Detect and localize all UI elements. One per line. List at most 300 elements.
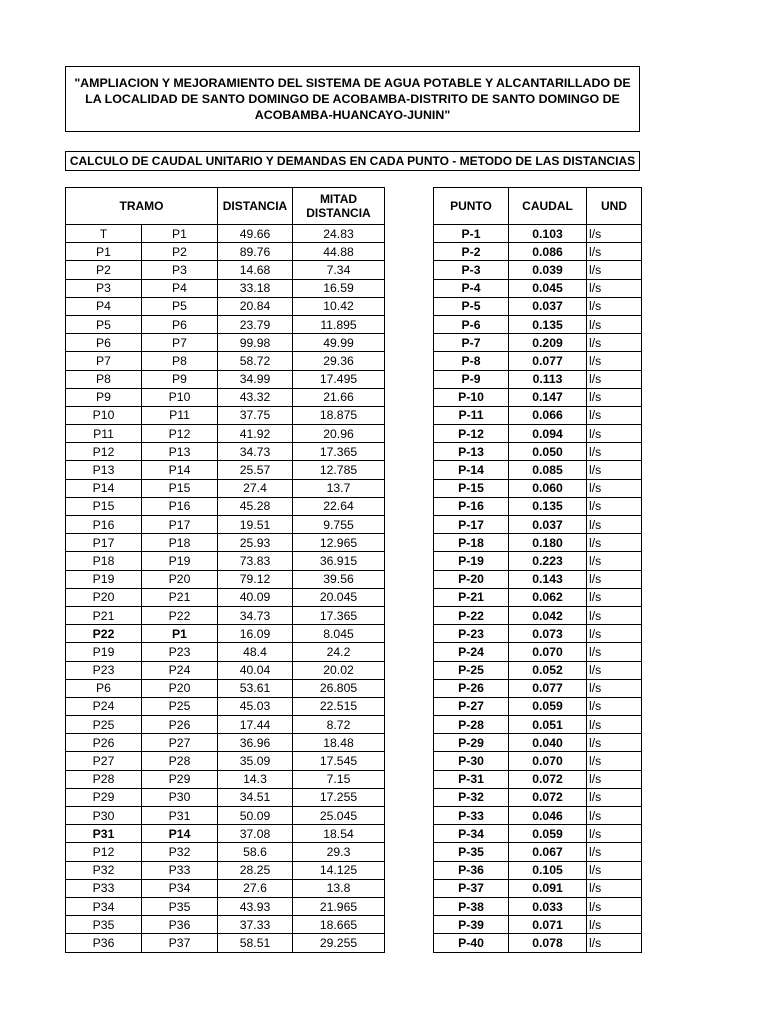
distancia-cell: 27.6 xyxy=(218,879,293,897)
punto-cell: P-1 xyxy=(434,225,509,243)
tramo-to-cell: P29 xyxy=(142,770,218,788)
und-cell: l/s xyxy=(587,279,642,297)
table-row xyxy=(434,225,642,243)
tramo-from-cell: P16 xyxy=(66,516,142,534)
und-cell: l/s xyxy=(587,807,642,825)
tramo-from-cell: P31 xyxy=(66,825,142,843)
tramo-to-cell: P36 xyxy=(142,916,218,934)
mitad-distancia-cell: 29.255 xyxy=(293,934,385,952)
punto-cell: P-20 xyxy=(434,570,509,588)
tramo-to-cell: P6 xyxy=(142,315,218,333)
table-row xyxy=(66,934,385,952)
punto-cell: P-31 xyxy=(434,770,509,788)
punto-cell: P-32 xyxy=(434,788,509,806)
distancia-cell: 58.51 xyxy=(218,934,293,952)
mitad-distancia-cell: 18.665 xyxy=(293,916,385,934)
table-row xyxy=(66,697,385,715)
und-cell: l/s xyxy=(587,461,642,479)
table-row xyxy=(434,661,642,679)
table-row xyxy=(434,315,642,333)
distancia-cell: 79.12 xyxy=(218,570,293,588)
table-row xyxy=(66,606,385,624)
tramo-to-cell: P15 xyxy=(142,479,218,497)
distancia-cell: 45.28 xyxy=(218,497,293,515)
table-row xyxy=(66,425,385,443)
mitad-distancia-cell: 36.915 xyxy=(293,552,385,570)
mitad-distancia-cell: 18.48 xyxy=(293,734,385,752)
caudal-cell: 0.143 xyxy=(509,570,587,588)
tramo-to-cell: P20 xyxy=(142,679,218,697)
tramo-to-cell: P32 xyxy=(142,843,218,861)
mitad-distancia-cell: 21.66 xyxy=(293,388,385,406)
punto-cell: P-16 xyxy=(434,497,509,515)
und-cell: l/s xyxy=(587,788,642,806)
tramo-to-cell: P14 xyxy=(142,461,218,479)
caudal-cell: 0.066 xyxy=(509,406,587,424)
caudal-cell: 0.147 xyxy=(509,388,587,406)
distancia-cell: 28.25 xyxy=(218,861,293,879)
und-cell: l/s xyxy=(587,570,642,588)
mitad-header-line1: MITAD xyxy=(319,192,358,206)
tramo-to-cell: P35 xyxy=(142,897,218,915)
table-row xyxy=(434,679,642,697)
tramo-from-cell: P8 xyxy=(66,370,142,388)
und-cell: l/s xyxy=(587,897,642,915)
mitad-distancia-cell: 7.15 xyxy=(293,770,385,788)
table-row xyxy=(66,370,385,388)
tramo-from-cell: P28 xyxy=(66,770,142,788)
table-row xyxy=(66,297,385,315)
table-row xyxy=(434,388,642,406)
caudal-cell: 0.103 xyxy=(509,225,587,243)
caudal-cell: 0.037 xyxy=(509,297,587,315)
punto-cell: P-35 xyxy=(434,843,509,861)
table-row xyxy=(66,843,385,861)
distancia-cell: 50.09 xyxy=(218,807,293,825)
tramo-from-cell: P2 xyxy=(66,261,142,279)
mitad-distancia-header xyxy=(293,188,385,225)
distancia-cell: 58.6 xyxy=(218,843,293,861)
und-cell: l/s xyxy=(587,334,642,352)
tramo-from-cell: P13 xyxy=(66,461,142,479)
punto-cell: P-15 xyxy=(434,479,509,497)
und-cell: l/s xyxy=(587,625,642,643)
tramo-to-cell: P17 xyxy=(142,516,218,534)
punto-cell: P-24 xyxy=(434,643,509,661)
distancia-cell: 25.93 xyxy=(218,534,293,552)
caudal-cell: 0.033 xyxy=(509,897,587,915)
punto-cell: P-25 xyxy=(434,661,509,679)
und-cell: l/s xyxy=(587,843,642,861)
caudal-cell: 0.113 xyxy=(509,370,587,388)
tramo-to-cell: P34 xyxy=(142,879,218,897)
tramo-to-cell: P1 xyxy=(142,625,218,643)
distancia-cell: 37.75 xyxy=(218,406,293,424)
table-row xyxy=(66,279,385,297)
und-cell: l/s xyxy=(587,497,642,515)
distancia-cell: 17.44 xyxy=(218,716,293,734)
distancia-cell: 53.61 xyxy=(218,679,293,697)
table-row xyxy=(434,370,642,388)
tramo-from-cell: P25 xyxy=(66,716,142,734)
und-cell: l/s xyxy=(587,643,642,661)
distancia-cell: 99.98 xyxy=(218,334,293,352)
tramo-to-cell: P20 xyxy=(142,570,218,588)
distancia-cell: 49.66 xyxy=(218,225,293,243)
mitad-distancia-cell: 18.875 xyxy=(293,406,385,424)
table-row xyxy=(434,716,642,734)
caudal-cell: 0.077 xyxy=(509,679,587,697)
tramo-from-cell: P3 xyxy=(66,279,142,297)
punto-cell: P-38 xyxy=(434,897,509,915)
mitad-distancia-cell: 44.88 xyxy=(293,243,385,261)
tramo-to-cell: P2 xyxy=(142,243,218,261)
table-row xyxy=(434,807,642,825)
table-row xyxy=(66,243,385,261)
caudal-cell: 0.135 xyxy=(509,315,587,333)
und-cell: l/s xyxy=(587,297,642,315)
mitad-distancia-cell: 20.045 xyxy=(293,588,385,606)
table-row xyxy=(66,916,385,934)
und-cell: l/s xyxy=(587,934,642,952)
und-cell: l/s xyxy=(587,370,642,388)
tramo-to-cell: P5 xyxy=(142,297,218,315)
und-header: UND xyxy=(587,188,642,225)
und-cell: l/s xyxy=(587,388,642,406)
distancia-cell: 89.76 xyxy=(218,243,293,261)
tramo-from-cell: P12 xyxy=(66,443,142,461)
mitad-distancia-cell: 9.755 xyxy=(293,516,385,534)
caudal-cell: 0.070 xyxy=(509,752,587,770)
table-row xyxy=(434,297,642,315)
punto-cell: P-5 xyxy=(434,297,509,315)
table-row xyxy=(66,497,385,515)
mitad-distancia-cell: 13.7 xyxy=(293,479,385,497)
tramo-to-cell: P12 xyxy=(142,425,218,443)
punto-cell: P-22 xyxy=(434,606,509,624)
caudal-cell: 0.223 xyxy=(509,552,587,570)
table-row xyxy=(66,861,385,879)
punto-cell: P-14 xyxy=(434,461,509,479)
tramo-from-cell: P36 xyxy=(66,934,142,952)
punto-cell: P-39 xyxy=(434,916,509,934)
tramo-to-cell: P27 xyxy=(142,734,218,752)
table-row xyxy=(66,825,385,843)
tramo-from-cell: P35 xyxy=(66,916,142,934)
punto-cell: P-8 xyxy=(434,352,509,370)
punto-header-row xyxy=(434,188,642,225)
tramo-to-cell: P14 xyxy=(142,825,218,843)
tramo-to-cell: P3 xyxy=(142,261,218,279)
mitad-distancia-cell: 18.54 xyxy=(293,825,385,843)
mitad-distancia-cell: 29.3 xyxy=(293,843,385,861)
tramo-to-cell: P10 xyxy=(142,388,218,406)
caudal-cell: 0.059 xyxy=(509,825,587,843)
table-row xyxy=(66,661,385,679)
table-row xyxy=(66,752,385,770)
tramo-to-cell: P31 xyxy=(142,807,218,825)
mitad-distancia-cell: 22.64 xyxy=(293,497,385,515)
tramo-to-cell: P9 xyxy=(142,370,218,388)
table-row xyxy=(434,916,642,934)
mitad-distancia-cell: 29.36 xyxy=(293,352,385,370)
table-row xyxy=(66,443,385,461)
tramo-to-cell: P19 xyxy=(142,552,218,570)
tramo-to-cell: P11 xyxy=(142,406,218,424)
tramo-to-cell: P24 xyxy=(142,661,218,679)
tramo-from-cell: P7 xyxy=(66,352,142,370)
table-row xyxy=(66,315,385,333)
punto-cell: P-9 xyxy=(434,370,509,388)
punto-cell: P-28 xyxy=(434,716,509,734)
caudal-cell: 0.085 xyxy=(509,461,587,479)
tramo-to-cell: P37 xyxy=(142,934,218,952)
table-row xyxy=(434,425,642,443)
distancia-cell: 45.03 xyxy=(218,697,293,715)
tramo-from-cell: P24 xyxy=(66,697,142,715)
mitad-distancia-cell: 16.59 xyxy=(293,279,385,297)
tramo-from-cell: P14 xyxy=(66,479,142,497)
und-cell: l/s xyxy=(587,861,642,879)
table-row xyxy=(66,716,385,734)
punto-cell: P-17 xyxy=(434,516,509,534)
caudal-cell: 0.209 xyxy=(509,334,587,352)
punto-cell: P-12 xyxy=(434,425,509,443)
tramo-from-cell: P33 xyxy=(66,879,142,897)
punto-cell: P-33 xyxy=(434,807,509,825)
table-row xyxy=(434,843,642,861)
distancia-cell: 73.83 xyxy=(218,552,293,570)
distancia-cell: 27.4 xyxy=(218,479,293,497)
mitad-distancia-cell: 21.965 xyxy=(293,897,385,915)
und-cell: l/s xyxy=(587,315,642,333)
punto-cell: P-40 xyxy=(434,934,509,952)
table-row xyxy=(434,461,642,479)
tramo-to-cell: P18 xyxy=(142,534,218,552)
und-cell: l/s xyxy=(587,770,642,788)
caudal-cell: 0.070 xyxy=(509,643,587,661)
distancia-cell: 14.68 xyxy=(218,261,293,279)
table-row xyxy=(434,406,642,424)
und-cell: l/s xyxy=(587,406,642,424)
table-row xyxy=(66,225,385,243)
punto-cell: P-10 xyxy=(434,388,509,406)
table-row xyxy=(434,497,642,515)
caudal-cell: 0.046 xyxy=(509,807,587,825)
tramo-from-cell: P17 xyxy=(66,534,142,552)
tramo-from-cell: P9 xyxy=(66,388,142,406)
tramo-to-cell: P22 xyxy=(142,606,218,624)
table-row xyxy=(66,643,385,661)
und-cell: l/s xyxy=(587,243,642,261)
tramo-to-cell: P16 xyxy=(142,497,218,515)
table-row xyxy=(434,516,642,534)
punto-cell: P-37 xyxy=(434,879,509,897)
mitad-header-line2: DISTANCIA xyxy=(306,206,371,220)
distancia-cell: 34.73 xyxy=(218,606,293,624)
tramo-from-cell: P10 xyxy=(66,406,142,424)
caudal-cell: 0.052 xyxy=(509,661,587,679)
caudal-cell: 0.105 xyxy=(509,861,587,879)
mitad-distancia-cell: 22.515 xyxy=(293,697,385,715)
punto-cell: P-36 xyxy=(434,861,509,879)
table-row xyxy=(434,606,642,624)
table-row xyxy=(434,334,642,352)
table-row xyxy=(66,897,385,915)
distancia-cell: 40.04 xyxy=(218,661,293,679)
mitad-distancia-cell: 8.045 xyxy=(293,625,385,643)
und-cell: l/s xyxy=(587,679,642,697)
tramo-from-cell: T xyxy=(66,225,142,243)
caudal-cell: 0.051 xyxy=(509,716,587,734)
tramo-from-cell: P34 xyxy=(66,897,142,915)
tramo-from-cell: P1 xyxy=(66,243,142,261)
caudal-cell: 0.050 xyxy=(509,443,587,461)
mitad-distancia-cell: 7.34 xyxy=(293,261,385,279)
table-row xyxy=(434,443,642,461)
caudal-cell: 0.091 xyxy=(509,879,587,897)
und-cell: l/s xyxy=(587,479,642,497)
caudal-cell: 0.042 xyxy=(509,606,587,624)
tramo-from-cell: P6 xyxy=(66,679,142,697)
mitad-distancia-cell: 26.805 xyxy=(293,679,385,697)
mitad-distancia-cell: 17.255 xyxy=(293,788,385,806)
caudal-cell: 0.039 xyxy=(509,261,587,279)
table-row xyxy=(434,752,642,770)
table-row xyxy=(434,861,642,879)
mitad-distancia-cell: 13.8 xyxy=(293,879,385,897)
caudal-cell: 0.077 xyxy=(509,352,587,370)
und-cell: l/s xyxy=(587,225,642,243)
distancia-cell: 33.18 xyxy=(218,279,293,297)
distancia-cell: 41.92 xyxy=(218,425,293,443)
mitad-distancia-cell: 17.365 xyxy=(293,606,385,624)
und-cell: l/s xyxy=(587,261,642,279)
table-row xyxy=(66,570,385,588)
tramo-from-cell: P23 xyxy=(66,661,142,679)
table-row xyxy=(434,934,642,952)
distancia-cell: 58.72 xyxy=(218,352,293,370)
caudal-header: CAUDAL xyxy=(509,188,587,225)
punto-cell: P-3 xyxy=(434,261,509,279)
mitad-distancia-cell: 25.045 xyxy=(293,807,385,825)
caudal-cell: 0.078 xyxy=(509,934,587,952)
table-row xyxy=(66,461,385,479)
und-cell: l/s xyxy=(587,552,642,570)
punto-cell: P-23 xyxy=(434,625,509,643)
tramo-from-cell: P30 xyxy=(66,807,142,825)
table-row xyxy=(66,770,385,788)
mitad-distancia-cell: 39.56 xyxy=(293,570,385,588)
tramo-from-cell: P32 xyxy=(66,861,142,879)
tramo-to-cell: P1 xyxy=(142,225,218,243)
distancia-header: DISTANCIA xyxy=(218,188,293,225)
table-row xyxy=(66,552,385,570)
caudal-cell: 0.067 xyxy=(509,843,587,861)
distancia-cell: 43.32 xyxy=(218,388,293,406)
distancia-cell: 37.08 xyxy=(218,825,293,843)
punto-cell: P-27 xyxy=(434,697,509,715)
caudal-cell: 0.094 xyxy=(509,425,587,443)
tramo-to-cell: P21 xyxy=(142,588,218,606)
tramo-from-cell: P26 xyxy=(66,734,142,752)
caudal-cell: 0.059 xyxy=(509,697,587,715)
caudal-cell: 0.062 xyxy=(509,588,587,606)
tramo-from-cell: P20 xyxy=(66,588,142,606)
punto-cell: P-19 xyxy=(434,552,509,570)
punto-cell: P-30 xyxy=(434,752,509,770)
table-row xyxy=(434,570,642,588)
und-cell: l/s xyxy=(587,879,642,897)
table-row xyxy=(434,534,642,552)
table-row xyxy=(66,788,385,806)
punto-cell: P-7 xyxy=(434,334,509,352)
tramo-from-cell: P19 xyxy=(66,643,142,661)
tramo-from-cell: P5 xyxy=(66,315,142,333)
table-row xyxy=(66,734,385,752)
caudal-cell: 0.086 xyxy=(509,243,587,261)
tramo-from-cell: P22 xyxy=(66,625,142,643)
caudal-cell: 0.037 xyxy=(509,516,587,534)
distancia-cell: 36.96 xyxy=(218,734,293,752)
tramo-from-cell: P18 xyxy=(66,552,142,570)
und-cell: l/s xyxy=(587,516,642,534)
tramo-to-cell: P7 xyxy=(142,334,218,352)
table-row xyxy=(434,770,642,788)
tramo-header-row xyxy=(66,188,385,225)
distancia-cell: 34.51 xyxy=(218,788,293,806)
mitad-distancia-cell: 12.965 xyxy=(293,534,385,552)
distancia-cell: 34.73 xyxy=(218,443,293,461)
table-row xyxy=(66,879,385,897)
mitad-distancia-cell: 49.99 xyxy=(293,334,385,352)
mitad-distancia-cell: 17.545 xyxy=(293,752,385,770)
punto-cell: P-4 xyxy=(434,279,509,297)
punto-cell: P-11 xyxy=(434,406,509,424)
table-row xyxy=(66,807,385,825)
calculation-subtitle: CALCULO DE CAUDAL UNITARIO Y DEMANDAS EN CADA PUNTO - METODO DE LAS DISTANCIAS xyxy=(65,151,640,171)
mitad-distancia-cell: 20.96 xyxy=(293,425,385,443)
mitad-distancia-cell: 20.02 xyxy=(293,661,385,679)
distancia-cell: 16.09 xyxy=(218,625,293,643)
table-row xyxy=(434,879,642,897)
distancia-cell: 37.33 xyxy=(218,916,293,934)
tramo-header: TRAMO xyxy=(66,188,218,225)
distancia-cell: 43.93 xyxy=(218,897,293,915)
distancia-cell: 14.3 xyxy=(218,770,293,788)
table-row xyxy=(66,406,385,424)
table-row xyxy=(66,588,385,606)
mitad-distancia-cell: 24.2 xyxy=(293,643,385,661)
tramo-to-cell: P33 xyxy=(142,861,218,879)
und-cell: l/s xyxy=(587,661,642,679)
table-row xyxy=(434,825,642,843)
tramo-from-cell: P19 xyxy=(66,570,142,588)
table-row xyxy=(434,279,642,297)
table-row xyxy=(66,334,385,352)
und-cell: l/s xyxy=(587,352,642,370)
caudal-cell: 0.072 xyxy=(509,788,587,806)
table-row xyxy=(434,697,642,715)
table-row xyxy=(434,643,642,661)
tramo-to-cell: P28 xyxy=(142,752,218,770)
project-title: "AMPLIACION Y MEJORAMIENTO DEL SISTEMA DE AGUA POTABLE Y ALCANTARILLADO DE LA LOCALIDAD DE SANTO DOMINGO DE ACOBAMBA-DISTRITO DE SANTO DOMINGO DE ACOBAMBA-HUANCAYO-JUNIN" xyxy=(65,66,640,132)
table-row xyxy=(66,625,385,643)
tramo-from-cell: P6 xyxy=(66,334,142,352)
table-row xyxy=(434,588,642,606)
tramo-from-cell: P12 xyxy=(66,843,142,861)
mitad-distancia-cell: 24.83 xyxy=(293,225,385,243)
